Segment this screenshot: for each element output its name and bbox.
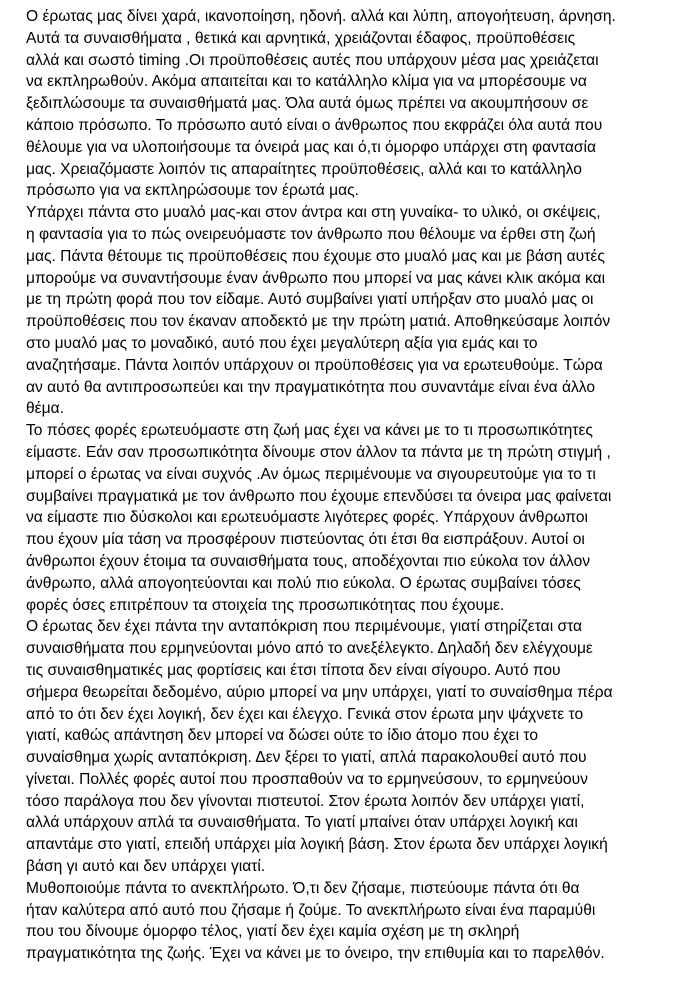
text-line: αναζητήσαμε. Πάντα λοιπόν υπάρχουν οι προϋποθέσεις για να ερωτευθούμε. Τώρα	[26, 356, 603, 374]
text-line: η φαντασία για το πώς ονειρευόμαστε τον άνθρωπο που θέλουμε να έρθει στη ζωή	[26, 225, 596, 243]
text-line: αλλά και σωστό timing .Οι προϋποθέσεις αυτές που υπάρχουν μέσα μας χρειάζεται	[26, 51, 599, 69]
text-line: απαντάμε στο γιατί, επειδή υπάρχει μία λογική βάση. Στον έρωτα δεν υπάρχει λογική	[26, 836, 608, 854]
text-line: πραγματικότητα της ζωής. Έχει να κάνει με το όνειρο, την επιθυμία και το παρελθόν.	[26, 945, 605, 963]
paragraph-personality	[26, 420, 682, 616]
text-line: θέμα.	[26, 400, 64, 418]
text-line: Το πόσες φορές ερωτευόμαστε στη ζωή μας έχει να κάνει με το τι προσωπικότητες	[26, 422, 593, 440]
text-line: τόσο παράλογα που δεν γίνονται πιστευτοί. Στον έρωτα λοιπόν δεν υπάρχει γιατί,	[26, 792, 585, 810]
text-line: αν αυτό θα αντιπροσωπεύει και την πραγματικότητα που συναντάμε είναι ένα άλλο	[26, 378, 596, 396]
text-line: με τη πρώτη φορά που τον είδαμε. Αυτό συμβαίνει γιατί υπήρξαν στο μυαλό μας οι	[26, 291, 594, 309]
paragraph-love-gives-joy	[26, 6, 682, 202]
text-line: από το ότι δεν έχει λογική, δεν έχει και έλεγχο. Γενικά στον έρωτα μην ψάχνετε το	[26, 705, 584, 723]
text-line: γιατί, καθώς απάντηση δεν μπορεί να δώσει ούτε το ίδιο άτομο που έχει το	[26, 727, 539, 745]
text-line: μπορούμε να συναντήσουμε έναν άνθρωπο που μπορεί να μας κάνει κλικ ακόμα και	[26, 269, 606, 287]
text-line: συμβαίνει πραγματικά με τον άνθρωπο που έχουμε επενδύσει τα όνειρα μας φαίνεται	[26, 487, 612, 505]
text-line: θέλουμε για να υλοποιήσουμε τα όνειρά μας και ό,τι όμορφο υπάρχει στη φαντασία	[26, 138, 596, 156]
text-line: ήταν καλύτερα από αυτό που ζήσαμε ή ζούμε. Το ανεκπλήρωτο είναι ένα παραμύθι	[26, 901, 596, 919]
text-line: τις συναισθηματικές μας φορτίσεις και έτσι τίποτα δεν είναι σίγουρο. Αυτό που	[26, 661, 561, 679]
text-line: γίνεται. Πολλές φορές αυτοί που προσπαθούν να το ερμηνεύσουν, το ερμηνεύουν	[26, 770, 588, 788]
text-line: είμαστε. Εάν σαν προσωπικότητα δίνουμε στον άλλον τα πάντα με τη πρώτη στιγμή ,	[26, 443, 611, 461]
text-line: μπορεί ο έρωτας να είναι συχνός .Αν όμως περιμένουμε να σιγουρευτούμε για το τι	[26, 465, 596, 483]
text-line: στο μυαλό μας το μοναδικό, αυτό που έχει μεγαλύτερη αξία για εμάς και το	[26, 334, 538, 352]
paragraph-mind-imagination	[26, 202, 682, 420]
text-line: να είμαστε πιο δύσκολοι και ερωτευόμαστε λιγότερες φορές. Υπάρχουν άνθρωποι	[26, 509, 588, 527]
text-line: ξεδιπλώσουμε τα συναισθήματά μας. Όλα αυτά όμως πρέπει να ακουμπήσουν σε	[26, 95, 589, 113]
text-line: Μυθοποιούμε πάντα το ανεκπλήρωτο. Ό,τι δεν ζήσαμε, πιστεύουμε πάντα ότι θα	[26, 879, 580, 897]
text-line: Αυτά τα συναισθήματα , θετικά και αρνητικά, χρειάζονται έδαφος, προϋποθέσεις	[26, 29, 576, 47]
paragraph-unfulfilled	[26, 878, 682, 965]
text-line: Υπάρχει πάντα στο μυαλό μας-και στον άντρα και στη γυναίκα- το υλικό, οι σκέψεις,	[26, 204, 601, 222]
text-line: Ο έρωτας δεν έχει πάντα την ανταπόκριση που περιμένουμε, γιατί στηρίζεται στα	[26, 618, 583, 636]
document-page	[26, 6, 682, 965]
text-line: συναίσθημα χωρίς ανταπόκριση. Δεν ξέρει το γιατί, απλά παρακολουθεί αυτό που	[26, 749, 587, 767]
text-line: βάση γι αυτό και δεν υπάρχει γιατί.	[26, 858, 266, 876]
paragraph-response	[26, 616, 682, 878]
text-line: πρόσωπο για να εκπληρώσουμε τον έρωτά μας.	[26, 182, 359, 200]
text-line: που του δίνουμε όμορφο τέλος, γιατί δεν έχει καμία σχέση με τη σκληρή	[26, 923, 520, 941]
text-line: συναισθήματα που ερμηνεύονται μόνο από το ανεξέλεγκτο. Δηλαδή δεν ελέγχουμε	[26, 640, 593, 658]
text-line: μας. Πάντα θέτουμε τις προϋποθέσεις που έχουμε στο μυαλό μας και με βάση αυτές	[26, 247, 605, 265]
text-line: προϋποθέσεις που τον έκαναν αποδεκτό με την πρώτη ματιά. Αποθηκεύσαμε λοιπόν	[26, 313, 611, 331]
text-line: φορές όσες επιτρέπουν τα στοιχεία της προσωπικότητας που έχουμε.	[26, 596, 505, 614]
text-line: μας. Χρειαζόμαστε λοιπόν τις απαραίτητες προϋποθέσεις, αλλά και το κατάλληλο	[26, 160, 582, 178]
text-line: να εκπληρωθούν. Ακόμα απαιτείται και το κατάλληλο κλίμα για να μπορέσουμε να	[26, 73, 587, 91]
text-line: σήμερα θεωρείται δεδομένο, αύριο μπορεί να μην υπάρχει, γιατί το συναίσθημα πέρα	[26, 683, 613, 701]
text-line: που έχουν μία τάση να προσφέρουν πιστεύοντας ότι έτσι θα εισπράξουν. Αυτοί οι	[26, 531, 585, 549]
text-line: άνθρωπο, αλλά απογοητεύονται και πολύ πιο εύκολα. Ο έρωτας συμβαίνει τόσες	[26, 574, 581, 592]
text-line: Ο έρωτας μας δίνει χαρά, ικανοποίηση, ηδονή. αλλά και λύπη, απογοήτευση, άρνηση.	[26, 8, 616, 25]
text-line: αλλά υπάρχουν απλά τα συναισθήματα. Το γιατί μπαίνει όταν υπάρχει λογική και	[26, 814, 578, 832]
text-line: άνθρωποι έχουν έτοιμα τα συναισθήματα τους, αποδέχονται πιο εύκολα τον άλλον	[26, 552, 591, 570]
text-line: κάποιο πρόσωπο. Το πρόσωπο αυτό είναι ο άνθρωπος που εκφράζει όλα αυτά που	[26, 116, 603, 134]
